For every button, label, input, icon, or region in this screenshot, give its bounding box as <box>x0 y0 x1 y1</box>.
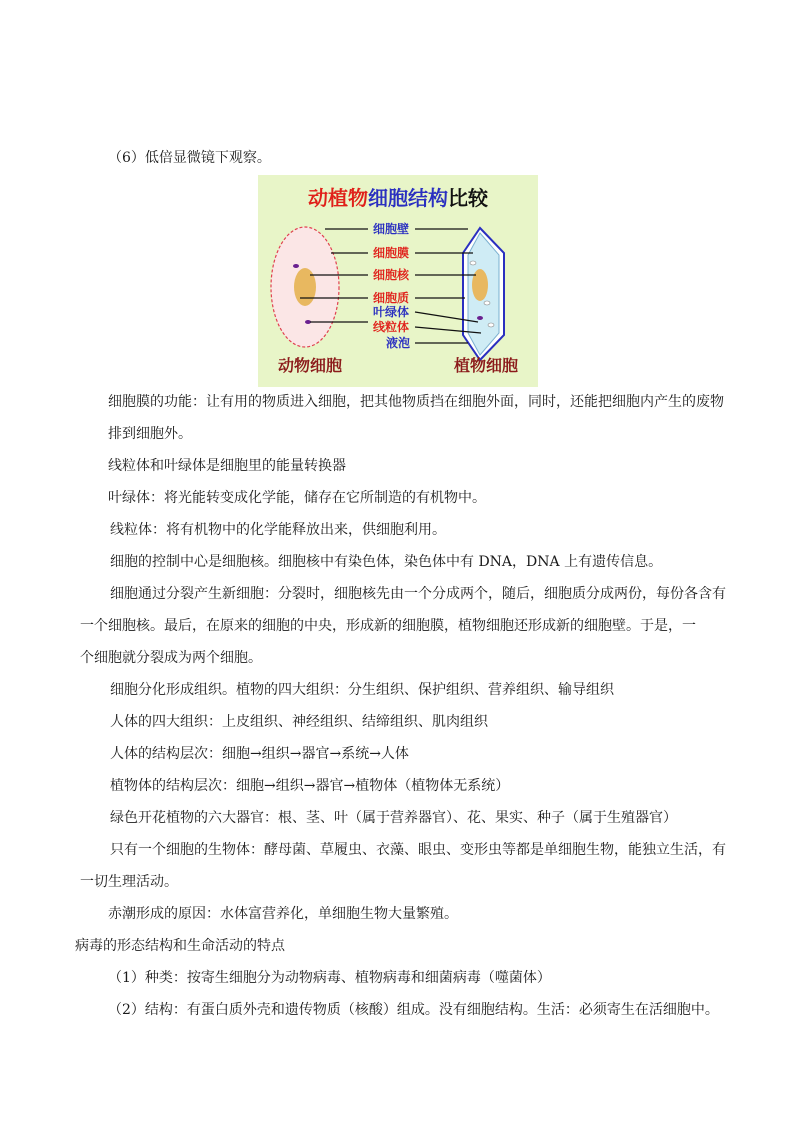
paragraph-line: 个细胞就分裂成为两个细胞。 <box>80 650 262 666</box>
label-cell-membrane: 细胞膜 <box>372 246 410 260</box>
figure-title: 动植物细胞结构比较 <box>308 186 488 210</box>
label-vacuole: 液泡 <box>385 336 411 350</box>
paragraph-line: 细胞膜的功能：让有用的物质进入细胞，把其他物质挡在细胞外面，同时，还能把细胞内产生的废物 <box>108 394 724 410</box>
paragraph-line: 线粒体和叶绿体是细胞里的能量转换器 <box>108 458 346 474</box>
plant-cell-nucleus <box>472 269 488 301</box>
paragraph-line: 绿色开花植物的六大器官：根、茎、叶（属于营养器官）、花、果实、种子（属于生殖器官） <box>110 810 677 826</box>
paragraph-line: 人体的四大组织：上皮组织、神经组织、结缔组织、肌肉组织 <box>110 714 488 730</box>
label-nucleus: 细胞核 <box>372 268 410 282</box>
paragraph-line: （1）种类：按寄生细胞分为动物病毒、植物病毒和细菌病毒（噬菌体） <box>108 970 551 986</box>
plant-chloroplast <box>488 323 494 327</box>
paragraph-line: 一个细胞核。最后，在原来的细胞的中央，形成新的细胞膜，植物细胞还形成新的细胞壁。于是，一 <box>80 618 696 634</box>
section-heading: 病毒的形态结构和生命活动的特点 <box>75 938 285 954</box>
paragraph-line: 细胞分化形成组织。植物的四大组织：分生组织、保护组织、营养组织、输导组织 <box>110 682 614 698</box>
paragraph-line: 排到细胞外。 <box>108 426 192 442</box>
paragraph-line: 细胞的控制中心是细胞核。细胞核中有染色体，染色体中有 DNA，DNA 上有遗传信息。 <box>110 554 663 570</box>
plant-mitochondrion <box>477 316 483 320</box>
label-cytoplasm: 细胞质 <box>372 291 410 305</box>
paragraph-line: 只有一个细胞的生物体：酵母菌、草履虫、衣藻、眼虫、变形虫等都是单细胞生物，能独立生活，有 <box>110 842 726 858</box>
paragraph-line: 线粒体：将有机物中的化学能释放出来，供细胞利用。 <box>110 522 446 538</box>
paragraph-line: （2）结构：有蛋白质外壳和遗传物质（核酸）组成。没有细胞结构。生活：必须寄生在活细胞中。 <box>108 1002 719 1018</box>
plant-cell-caption: 植物细胞 <box>453 356 519 375</box>
intro-step: （6）低倍显微镜下观察。 <box>108 150 271 166</box>
cell-comparison-figure <box>258 175 538 387</box>
animal-cell-caption: 动物细胞 <box>277 356 343 375</box>
paragraph-line: 一切生理活动。 <box>80 874 178 890</box>
paragraph-line: 植物体的结构层次：细胞→组织→器官→植物体（植物体无系统） <box>110 778 510 794</box>
plant-chloroplast <box>484 301 490 305</box>
paragraph-line: 赤潮形成的原因：水体富营养化，单细胞生物大量繁殖。 <box>108 906 458 922</box>
paragraph-line: 叶绿体：将光能转变成化学能，储存在它所制造的有机物中。 <box>108 490 486 506</box>
label-mitochondrion: 线粒体 <box>372 320 410 334</box>
label-cell-wall: 细胞壁 <box>372 222 410 236</box>
paragraph-line: 人体的结构层次：细胞→组织→器官→系统→人体 <box>110 746 409 762</box>
animal-cell-nucleus <box>294 268 316 306</box>
cell-diagram <box>258 175 538 387</box>
animal-mitochondrion <box>293 264 299 268</box>
paragraph-line: 细胞通过分裂产生新细胞：分裂时，细胞核先由一个分成两个，随后，细胞质分成两份，每份各含有 <box>110 586 726 602</box>
plant-chloroplast <box>470 261 476 265</box>
label-chloroplast: 叶绿体 <box>372 305 410 319</box>
